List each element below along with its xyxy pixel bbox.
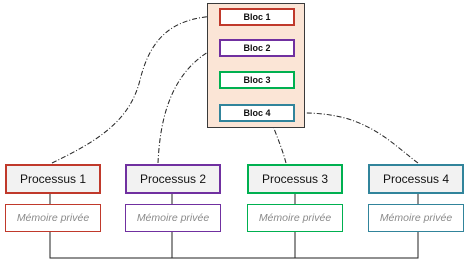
- link-proc1-bloc1: [52, 16, 217, 163]
- process-4-label: Processus 4: [382, 172, 450, 186]
- private-memory-3-label: Mémoire privée: [258, 212, 332, 224]
- link-proc4-bloc4: [298, 113, 418, 163]
- process-3-label: Processus 3: [261, 172, 329, 186]
- bloc-3: [219, 71, 295, 89]
- shared-memory-box: [207, 3, 305, 128]
- process-2: [125, 164, 221, 194]
- bloc-1-label: Bloc 1: [243, 12, 271, 22]
- private-memory-1-label: Mémoire privée: [16, 212, 90, 224]
- bloc-4-label: Bloc 4: [243, 108, 271, 118]
- private-memory-4-label: Mémoire privée: [379, 212, 453, 224]
- bloc-2: [219, 39, 295, 57]
- process-2-label: Processus 2: [139, 172, 207, 186]
- process-3: [247, 164, 343, 194]
- bus-line: [50, 194, 418, 258]
- process-1: [5, 164, 101, 194]
- private-memory-1: [5, 204, 101, 232]
- private-memory-2: [125, 204, 221, 232]
- private-memory-4: [368, 204, 464, 232]
- bloc-2-label: Bloc 2: [243, 43, 271, 53]
- bloc-3-label: Bloc 3: [243, 75, 271, 85]
- bloc-4: [219, 104, 295, 122]
- process-1-label: Processus 1: [19, 172, 87, 186]
- bloc-1: [219, 8, 295, 26]
- private-memory-2-label: Mémoire privée: [136, 212, 210, 224]
- private-memory-3: [247, 204, 343, 232]
- process-4: [368, 164, 464, 194]
